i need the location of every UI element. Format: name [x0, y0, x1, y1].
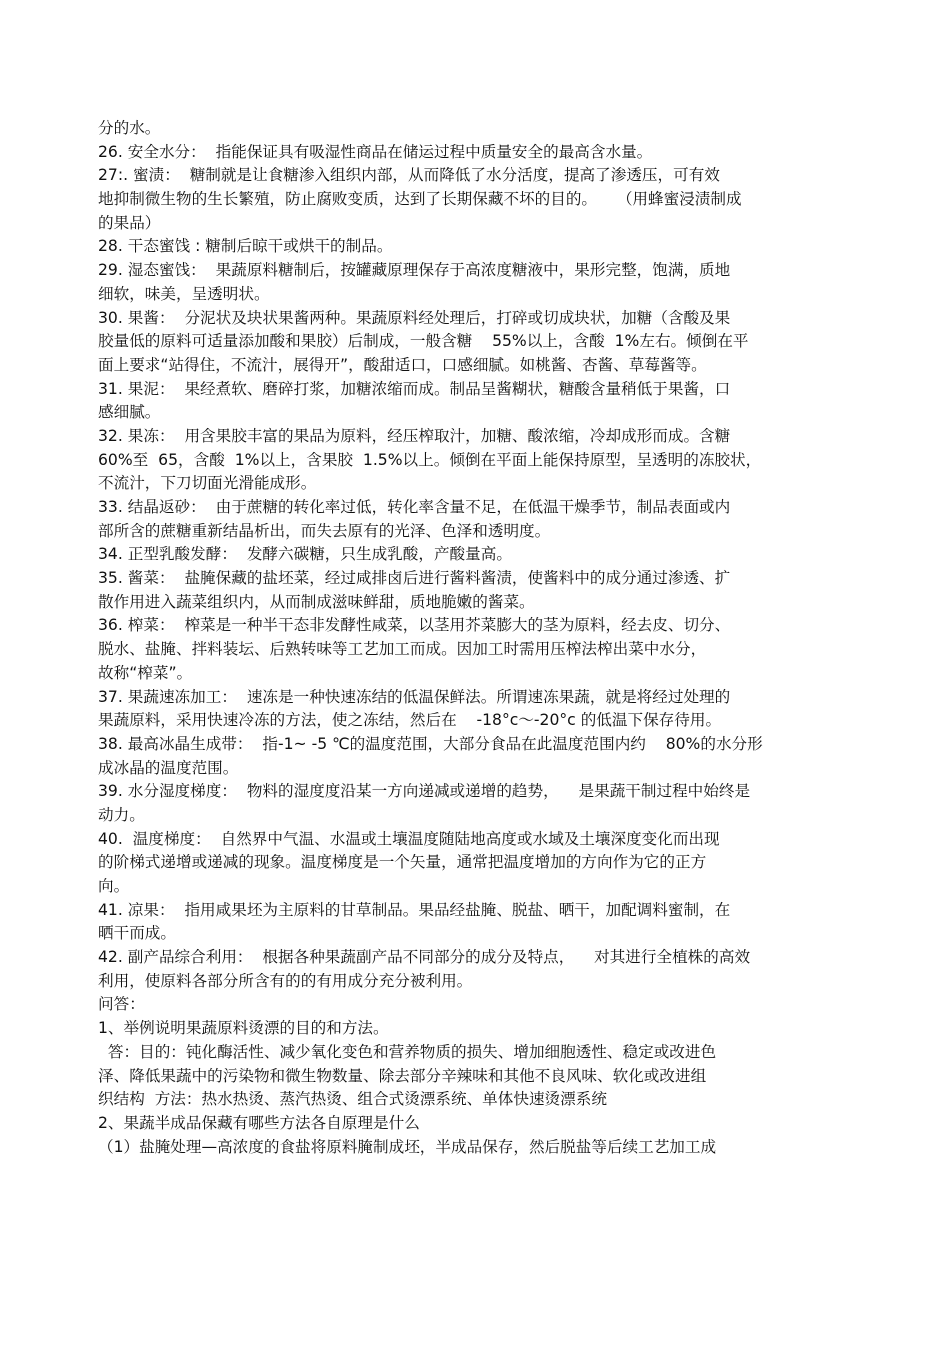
text-line: 40. 温度梯度： 自然界中气温、水温或土壤温度随陆地高度或水域及土壤深度变化而出现	[98, 829, 720, 848]
text-line: 60%至 65，含酸 1%以上，含果胶 1.5%以上。倾倒在平面上能保持原型，呈透明的冻胶状，	[98, 450, 762, 469]
text-line: 42. 副产品综合利用： 根据各种果蔬副产品不同部分的成分及特点， 对其进行全植株的高效	[98, 948, 751, 967]
text-line: 面上要求“站得住，不流汁，展得开”，酸甜适口，口感细腻。如桃酱、杏酱、草莓酱等。	[98, 355, 707, 374]
text-line: 29. 湿态蜜饯： 果蔬原料糖制后，按罐藏原理保存于高浓度糖液中，果形完整，饱满，质地	[98, 261, 731, 280]
text-line: 胶量低的原料可适量添加酸和果胶）后制成，一般含糖 55%以上，含酸 1%左右。倾倒在平	[98, 332, 749, 351]
text-line: 26. 安全水分： 指能保证具有吸湿性商品在储运过程中质量安全的最高含水量。	[98, 142, 653, 161]
text-line: 利用，使原料各部分所含有的的有用成分充分被利用。	[98, 971, 473, 990]
text-line: 2、果蔬半成品保藏有哪些方法各自原理是什么	[98, 1113, 420, 1132]
text-line: 感细腻。	[98, 403, 161, 422]
text-line: 向。	[98, 877, 130, 895]
text-line: 38. 最高冰晶生成带： 指-1~ -5 ℃的温度范围，大部分食品在此温度范围内约 80%的水分形	[98, 734, 763, 753]
text-line: 35. 酱菜： 盐腌保藏的盐坯菜，经过咸排卤后进行酱料酱渍，使酱料中的成分通过渗透、扩	[98, 569, 731, 588]
text-line: 分的水。	[98, 119, 161, 137]
text-line: 33. 结晶返砂： 由于蔗糖的转化率过低，转化率含量不足，在低温干燥季节，制品表面或内	[98, 498, 731, 516]
text-line: 27:. 蜜渍： 糖制就是让食糖渗入组织内部，从而降低了水分活度，提高了渗透压，可有效	[98, 166, 720, 185]
text-line: 不流汁，下刀切面光滑能成形。	[98, 474, 317, 493]
text-line: 细软，味美，呈透明状。	[98, 284, 270, 303]
text-line: （1）盐腌处理—高浓度的食盐将原料腌制成坯，半成品保存，然后脱盐等后续工艺加工成	[98, 1137, 717, 1156]
text-line: 织结构 方法：热水热烫、蒸汽热烫、组合式烫漂系统、单体快速烫漂系统	[98, 1090, 607, 1109]
text-line: 34. 正型乳酸发酵： 发酵六碳糖，只生成乳酸，产酸量高。	[98, 545, 512, 564]
text-line: 1、举例说明果蔬原料烫漂的目的和方法。	[98, 1019, 389, 1038]
text-line: 的阶梯式递增或递减的现象。温度梯度是一个矢量，通常把温度增加的方向作为它的正方	[98, 853, 707, 872]
text-line: 故称“榨菜”。	[98, 663, 193, 682]
text-line: 39. 水分湿度梯度： 物料的湿度度沿某一方向递减或递增的趋势， 是果蔬干制过程中始终是	[98, 782, 751, 801]
text-line: 晒干而成。	[98, 924, 176, 943]
text-line: 部所含的蔗糖重新结晶析出，而失去原有的光泽、色泽和透明度。	[98, 521, 551, 540]
text-line: 30. 果酱： 分泥状及块状果酱两种。果蔬原料经处理后，打碎或切成块状，加糖（含酸及果	[98, 308, 731, 327]
text-line: 成冰晶的温度范围。	[98, 758, 239, 777]
text-line: 36. 榨菜： 榨菜是一种半干态非发酵性咸菜，以茎用芥菜膨大的茎为原料，经去皮、切分、	[98, 616, 731, 635]
text-line: 答：目的：钝化酶活性、减少氧化变色和营养物质的损失、增加细胞透性、稳定或改进色	[98, 1042, 717, 1061]
text-line: 泽、降低果蔬中的污染物和微生物数量、除去部分辛辣味和其他不良风味、软化或改进组	[98, 1066, 707, 1085]
text-line: 37. 果蔬速冻加工： 速冻是一种快速冻结的低温保鲜法。所谓速冻果蔬，就是将经过处理的	[98, 687, 731, 706]
text-line: 32. 果冻： 用含果胶丰富的果品为原料，经压榨取汁，加糖、酸浓缩，冷却成形而成。含糖	[98, 426, 731, 445]
text-line: 问答：	[98, 995, 145, 1014]
text-line: 的果品）	[98, 213, 161, 232]
document-page	[98, 117, 858, 1159]
text-line: 动力。	[98, 805, 145, 824]
text-line: 脱水、盐腌、拌料装坛、后熟转味等工艺加工而成。因加工时需用压榨法榨出菜中水分，	[98, 640, 707, 659]
text-line: 果蔬原料，采用快速冷冻的方法，使之冻结，然后在 -18°c～-20°c 的低温下保存待用。	[98, 711, 722, 730]
text-line: 地抑制微生物的生长繁殖，防止腐败变质，达到了长期保藏不坏的目的。 （用蜂蜜浸渍制成	[98, 190, 742, 209]
text-line: 28. 干态蜜饯 : 糖制后晾干或烘干的制品。	[98, 237, 393, 256]
text-line: 散作用进入蔬菜组织内，从而制成滋味鲜甜，质地脆嫩的酱菜。	[98, 592, 535, 611]
text-line: 31. 果泥： 果经煮软、磨碎打浆，加糖浓缩而成。制品呈酱糊状，糖酸含量稍低于果酱，口	[98, 379, 731, 398]
text-line: 41. 凉果： 指用咸果坯为主原料的甘草制品。果品经盐腌、脱盐、晒干，加配调料蜜制，在	[98, 900, 731, 919]
